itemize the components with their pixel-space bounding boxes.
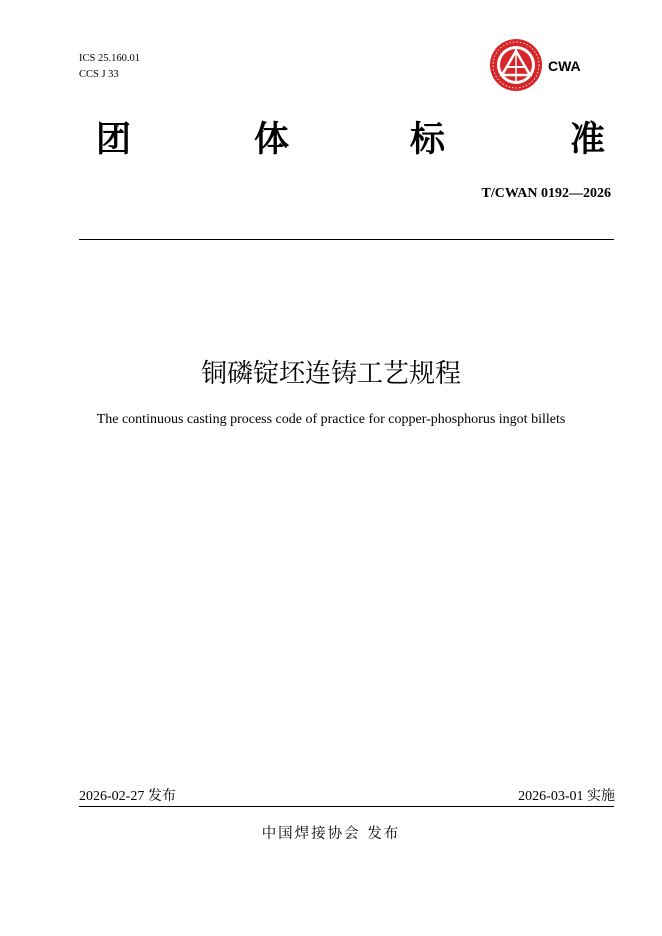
cwa-logo bbox=[488, 37, 598, 93]
cwa-emblem-icon bbox=[488, 37, 544, 93]
heading-char-3: 标 bbox=[410, 120, 446, 160]
footer-divider bbox=[79, 806, 614, 807]
chinese-title: 铜磷锭坯连铸工艺规程 bbox=[200, 359, 461, 389]
header-divider bbox=[79, 239, 614, 240]
standard-number: T/CWAN 0192—2026 bbox=[481, 186, 611, 201]
implementation-date: 2026-03-01 实施 bbox=[518, 789, 615, 804]
english-title: The continuous casting process code of practice for copper-phosphorus ingot billets bbox=[96, 412, 566, 427]
heading-char-4: 准 bbox=[570, 120, 606, 160]
heading-char-2: 体 bbox=[254, 120, 290, 160]
logo-text: CWA bbox=[548, 58, 581, 74]
heading-char-1: 团 bbox=[96, 120, 132, 160]
publish-date: 2026-02-27 发布 bbox=[79, 789, 176, 804]
ccs-code: CCS J 33 bbox=[79, 69, 119, 80]
document-type-heading bbox=[79, 118, 615, 162]
publisher: 中国焊接协会 发布 bbox=[261, 826, 401, 842]
classification-codes bbox=[79, 51, 140, 83]
ics-code: ICS 25.160.01 bbox=[79, 53, 140, 64]
